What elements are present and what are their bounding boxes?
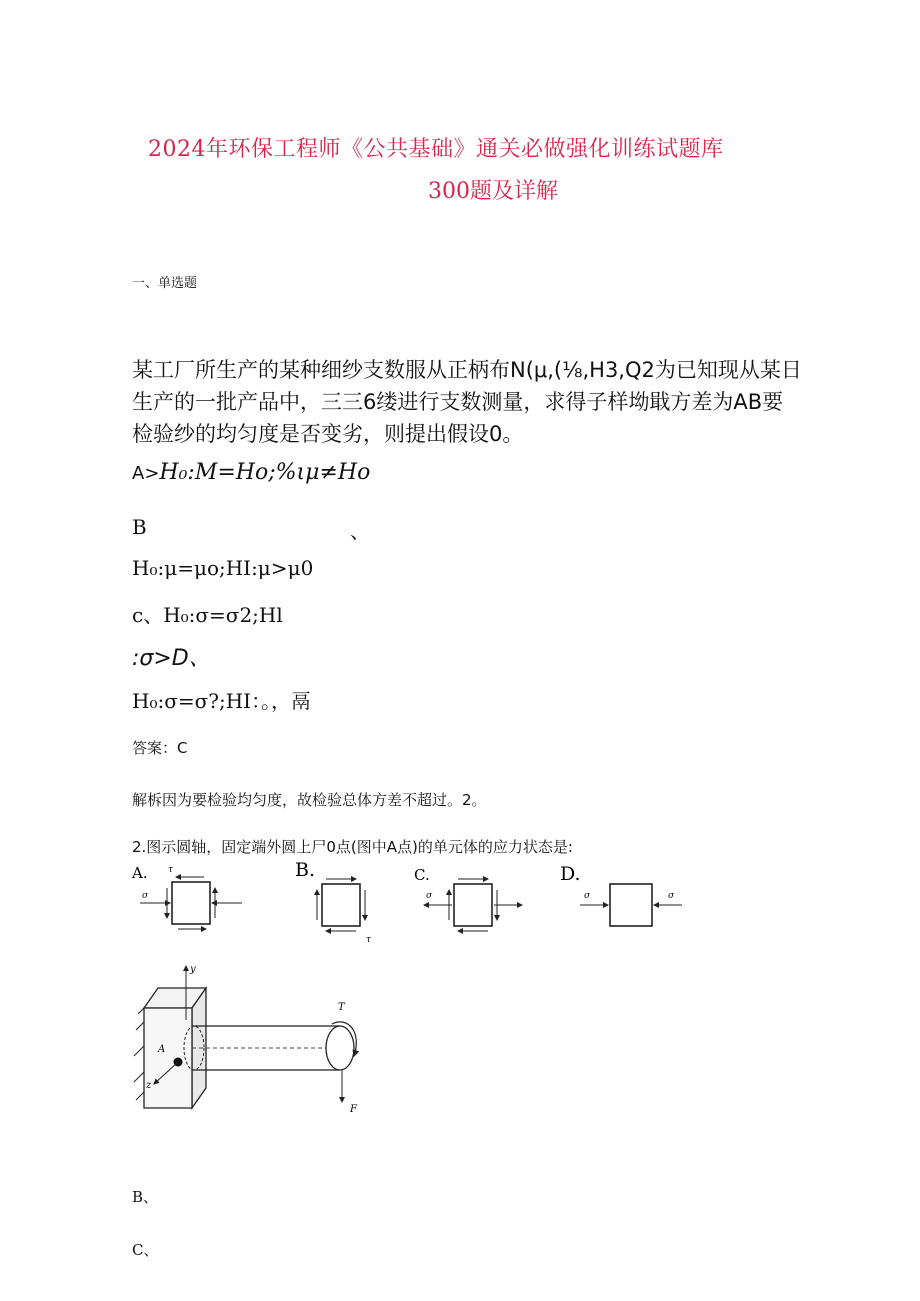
question-1-line-2: 生产的一批产品中，三三6缕进行支数测量，求得子样坳戢方差为AB要 [132,390,784,414]
element-d-square [610,884,652,926]
option-b-text: H₀:μ=μo;HI:μ>μ0 [132,556,314,580]
question-1-line-1: 某工厂所生产的某种细纱支数服从正柄布N(μ,(⅛,H3,Q2为已知现从某日 [132,358,802,382]
question-1-line-3: 检验纱的均匀度是否变劣，则提出假设0。 [132,422,524,446]
document-subtitle: 300题及详解 [428,179,558,204]
z-axis-label: z [146,1080,152,1091]
option-a-figure-label: A. [132,864,148,882]
answer-line: 答案：C [132,739,188,757]
option-c-text: c、H₀:σ=σ2;Hl [132,603,283,627]
element-d-sigma-label: σ [584,891,591,901]
option-c-figure-label: C. [414,866,430,884]
option-b-figure-label: B. [295,859,316,881]
stress-element-options-figure [128,858,698,948]
element-b-tau-label: τ [366,935,371,945]
explanation-line: 解柝因为要检验均匀度，故检验总体方差不超过。2。 [132,791,487,809]
element-b-square [322,884,360,926]
section-heading: 一、单选题 [132,276,198,291]
torque-label: T [338,1002,345,1013]
element-c-sigma-label: σ [426,891,433,901]
wall-hatching [134,1008,144,1100]
element-a-tau-label: τ [168,865,173,875]
element-a-sigma-label: σ [142,891,149,901]
option-a-text: H₀:M=Ho;%ιμ≠Ho [159,460,371,485]
option-d-figure-label: D. [560,863,581,885]
question-1-stem [132,354,802,450]
option-c-continued: :σ>D、 [132,646,211,671]
option-b-label: B [132,515,147,539]
point-a-label: A [158,1044,166,1055]
option-a-label: A> [132,463,160,484]
element-a-square [172,882,210,924]
question-2-option-c: C、 [132,1241,159,1259]
question-1-option-a [132,460,370,485]
shaft-fixed-end-figure [128,960,378,1120]
force-label: F [350,1104,357,1115]
element-d-sigma-label-right: σ [668,891,675,901]
question-2-option-b: B、 [132,1188,159,1206]
y-axis-label: y [190,964,196,975]
option-b-separator: 、 [350,519,370,543]
option-d-text: H₀:σ=σ?;HI：。，鬲 [132,689,312,713]
shaft-end-face [326,1026,354,1070]
element-c-square [454,884,492,926]
document-title: 2024年环保工程师《公共基础》通关必做强化训练试题库 [148,137,724,162]
question-2-stem: 2.图示圆轴，固定端外圆上尸0点(图中A点)的单元体的应力状态是: [132,838,573,856]
